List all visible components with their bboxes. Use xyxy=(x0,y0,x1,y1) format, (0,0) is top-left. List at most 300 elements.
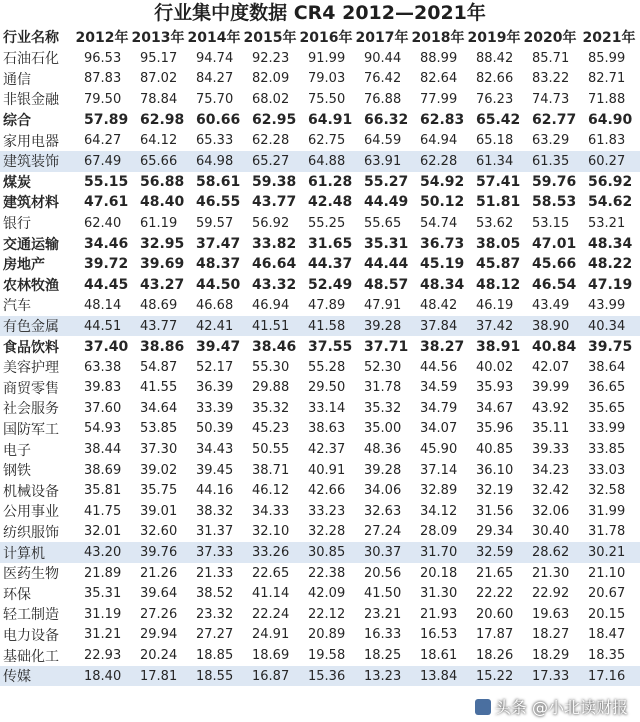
industry-name-cell: 建筑装饰 xyxy=(0,151,74,172)
value-cell: 35.81 xyxy=(84,483,122,499)
value-cell: 20.24 xyxy=(140,648,178,664)
value-cell: 60.66 xyxy=(196,112,241,129)
value-cell: 43.77 xyxy=(252,194,297,211)
value-cell: 48.34 xyxy=(588,235,633,252)
value-cell: 42.37 xyxy=(308,442,346,458)
value-cell: 58.61 xyxy=(196,173,241,190)
value-cell: 56.88 xyxy=(140,173,185,190)
industry-name-cell: 家用电器 xyxy=(3,133,59,150)
value-cell: 20.67 xyxy=(588,586,626,602)
value-cell: 64.98 xyxy=(186,151,242,172)
value-cell: 41.50 xyxy=(364,586,402,602)
value-cell: 42.66 xyxy=(308,483,346,499)
watermark-text: 头条 @小北读财报 xyxy=(494,698,628,717)
value-cell: 45.23 xyxy=(252,421,290,437)
value-cell: 41.58 xyxy=(298,316,354,337)
table-row xyxy=(0,192,640,213)
industry-name-cell: 社会服务 xyxy=(3,401,59,418)
industry-name-cell: 机械设备 xyxy=(3,483,59,500)
value-cell: 34.46 xyxy=(84,235,129,252)
table-row xyxy=(0,275,640,296)
value-cell: 88.42 xyxy=(476,50,514,66)
value-cell: 65.42 xyxy=(476,112,521,129)
value-cell: 43.49 xyxy=(532,297,570,313)
table-row xyxy=(0,460,640,481)
value-cell: 30.37 xyxy=(354,542,410,563)
value-cell: 40.91 xyxy=(308,462,346,478)
value-cell: 32.10 xyxy=(252,524,290,540)
value-cell: 84.27 xyxy=(196,71,234,87)
industry-name-cell: 基础化工 xyxy=(3,648,59,665)
value-cell: 39.99 xyxy=(532,380,570,396)
value-cell: 39.76 xyxy=(130,542,186,563)
value-cell: 33.39 xyxy=(196,400,234,416)
value-cell: 38.64 xyxy=(588,359,626,375)
value-cell: 34.23 xyxy=(532,462,570,478)
value-cell: 57.89 xyxy=(84,112,129,129)
value-cell: 39.64 xyxy=(140,586,178,602)
value-cell: 92.23 xyxy=(252,50,290,66)
watermark xyxy=(475,695,628,718)
value-cell: 62.95 xyxy=(252,112,297,129)
table-row xyxy=(0,233,640,254)
table-row xyxy=(0,522,640,543)
value-cell: 22.65 xyxy=(252,565,290,581)
value-cell: 20.89 xyxy=(308,627,346,643)
value-cell: 38.44 xyxy=(84,442,122,458)
industry-name-cell: 非银金融 xyxy=(3,92,59,109)
industry-name-cell: 建筑材料 xyxy=(3,195,59,212)
table-row xyxy=(0,48,640,69)
value-cell: 18.29 xyxy=(532,648,570,664)
value-cell: 22.38 xyxy=(308,565,346,581)
value-cell: 54.92 xyxy=(420,173,465,190)
value-cell: 37.30 xyxy=(140,442,178,458)
value-cell: 50.55 xyxy=(252,442,290,458)
table-header xyxy=(0,26,640,48)
table-row xyxy=(0,130,640,151)
value-cell: 18.85 xyxy=(196,648,234,664)
value-cell: 18.35 xyxy=(588,648,626,664)
value-cell: 20.15 xyxy=(588,606,626,622)
value-cell: 18.69 xyxy=(252,648,290,664)
value-cell: 21.26 xyxy=(140,565,178,581)
table-row xyxy=(0,625,640,646)
value-cell: 44.50 xyxy=(196,276,241,293)
value-cell: 63.29 xyxy=(532,133,570,149)
value-cell: 87.02 xyxy=(140,71,178,87)
value-cell: 39.28 xyxy=(364,462,402,478)
value-cell: 18.25 xyxy=(364,648,402,664)
value-cell: 32.60 xyxy=(140,524,178,540)
table-row xyxy=(0,645,640,666)
industry-name-cell: 食品饮料 xyxy=(3,339,59,356)
value-cell: 79.50 xyxy=(84,91,122,107)
value-cell: 91.99 xyxy=(308,50,346,66)
value-cell: 71.88 xyxy=(588,91,626,107)
value-cell: 38.69 xyxy=(84,462,122,478)
value-cell: 37.42 xyxy=(466,316,522,337)
value-cell: 51.81 xyxy=(476,194,521,211)
industry-name-cell: 石油石化 xyxy=(3,51,59,68)
value-cell: 33.26 xyxy=(242,542,298,563)
value-cell: 85.99 xyxy=(588,50,626,66)
value-cell: 39.01 xyxy=(140,503,178,519)
value-cell: 38.32 xyxy=(196,503,234,519)
value-cell: 42.09 xyxy=(308,586,346,602)
value-cell: 38.86 xyxy=(140,338,185,355)
value-cell: 32.58 xyxy=(588,483,626,499)
value-cell: 37.14 xyxy=(420,462,458,478)
value-cell: 57.41 xyxy=(476,173,521,190)
value-cell: 95.17 xyxy=(140,50,178,66)
table-row xyxy=(0,419,640,440)
value-cell: 64.27 xyxy=(84,133,122,149)
industry-name-cell: 交通运输 xyxy=(3,236,59,253)
value-cell: 48.14 xyxy=(84,297,122,313)
value-cell: 59.57 xyxy=(196,215,234,231)
value-cell: 42.48 xyxy=(308,194,353,211)
value-cell: 45.87 xyxy=(476,256,521,273)
value-cell: 48.37 xyxy=(196,256,241,273)
value-cell: 18.27 xyxy=(532,627,570,643)
value-cell: 48.42 xyxy=(420,297,458,313)
value-cell: 19.63 xyxy=(532,606,570,622)
value-cell: 36.39 xyxy=(196,380,234,396)
value-cell: 32.06 xyxy=(532,503,570,519)
value-cell: 53.15 xyxy=(532,215,570,231)
value-cell: 82.71 xyxy=(588,71,626,87)
value-cell: 48.34 xyxy=(420,276,465,293)
value-cell: 20.60 xyxy=(476,606,514,622)
industry-name-cell: 商贸零售 xyxy=(3,380,59,397)
value-cell: 22.12 xyxy=(308,606,346,622)
header-year: 2018年 xyxy=(411,30,465,46)
table-row xyxy=(0,378,640,399)
value-cell: 38.90 xyxy=(522,316,578,337)
value-cell: 53.85 xyxy=(140,421,178,437)
value-cell: 55.15 xyxy=(84,173,129,190)
value-cell: 18.26 xyxy=(476,648,514,664)
value-cell: 18.61 xyxy=(420,648,458,664)
value-cell: 21.33 xyxy=(196,565,234,581)
value-cell: 27.26 xyxy=(140,606,178,622)
industry-name-cell: 银行 xyxy=(3,216,31,233)
value-cell: 33.82 xyxy=(252,235,297,252)
table-row xyxy=(0,295,640,316)
header-year: 2017年 xyxy=(355,30,409,46)
industry-name-cell: 电子 xyxy=(3,442,31,459)
value-cell: 58.53 xyxy=(532,194,577,211)
value-cell: 44.16 xyxy=(196,483,234,499)
value-cell: 96.53 xyxy=(84,50,122,66)
value-cell: 63.91 xyxy=(354,151,410,172)
table-row xyxy=(0,316,640,337)
value-cell: 78.84 xyxy=(140,91,178,107)
value-cell: 44.44 xyxy=(364,256,409,273)
value-cell: 43.20 xyxy=(74,542,130,563)
value-cell: 22.93 xyxy=(84,648,122,664)
value-cell: 50.39 xyxy=(196,421,234,437)
industry-name-cell: 钢铁 xyxy=(3,463,31,480)
value-cell: 37.71 xyxy=(364,338,409,355)
value-cell: 63.38 xyxy=(84,359,122,375)
table-row xyxy=(0,583,640,604)
value-cell: 76.42 xyxy=(364,71,402,87)
value-cell: 55.27 xyxy=(364,173,409,190)
value-cell: 61.34 xyxy=(466,151,522,172)
value-cell: 32.63 xyxy=(364,503,402,519)
value-cell: 66.32 xyxy=(364,112,409,129)
value-cell: 34.67 xyxy=(476,400,514,416)
value-cell: 56.92 xyxy=(588,173,633,190)
value-cell: 39.02 xyxy=(140,462,178,478)
value-cell: 31.37 xyxy=(196,524,234,540)
value-cell: 47.61 xyxy=(84,194,129,211)
value-cell: 54.87 xyxy=(140,359,178,375)
cr4-table xyxy=(0,26,640,686)
value-cell: 55.28 xyxy=(308,359,346,375)
table-row xyxy=(0,89,640,110)
value-cell: 52.30 xyxy=(364,359,402,375)
value-cell: 43.27 xyxy=(140,276,185,293)
value-cell: 61.19 xyxy=(140,215,178,231)
value-cell: 54.93 xyxy=(84,421,122,437)
value-cell: 37.84 xyxy=(410,316,466,337)
value-cell: 32.19 xyxy=(476,483,514,499)
value-cell: 61.83 xyxy=(588,133,626,149)
industry-name-cell: 环保 xyxy=(3,586,31,603)
value-cell: 75.70 xyxy=(196,91,234,107)
value-cell: 48.36 xyxy=(364,442,402,458)
value-cell: 39.72 xyxy=(84,256,129,273)
value-cell: 52.17 xyxy=(196,359,234,375)
value-cell: 35.65 xyxy=(588,400,626,416)
value-cell: 59.76 xyxy=(532,173,577,190)
header-year: 2014年 xyxy=(187,30,241,46)
value-cell: 29.50 xyxy=(308,380,346,396)
value-cell: 45.19 xyxy=(420,256,465,273)
table-row xyxy=(0,542,640,563)
value-cell: 32.89 xyxy=(420,483,458,499)
value-cell: 45.90 xyxy=(420,442,458,458)
table-row xyxy=(0,604,640,625)
header-industry-name: 行业名称 xyxy=(3,30,59,46)
value-cell: 22.92 xyxy=(532,586,570,602)
value-cell: 19.58 xyxy=(308,648,346,664)
value-cell: 48.22 xyxy=(588,256,633,273)
value-cell: 41.55 xyxy=(140,380,178,396)
value-cell: 62.98 xyxy=(140,112,185,129)
value-cell: 62.83 xyxy=(420,112,465,129)
value-cell: 18.55 xyxy=(186,666,242,687)
industry-name-cell: 计算机 xyxy=(0,542,74,563)
value-cell: 39.83 xyxy=(84,380,122,396)
industry-name-cell: 有色金属 xyxy=(0,316,74,337)
table-row xyxy=(0,439,640,460)
value-cell: 34.33 xyxy=(252,503,290,519)
value-cell: 29.88 xyxy=(252,380,290,396)
value-cell: 64.91 xyxy=(308,112,353,129)
value-cell: 21.89 xyxy=(84,565,122,581)
value-cell: 40.84 xyxy=(532,338,577,355)
value-cell: 21.10 xyxy=(588,565,626,581)
value-cell: 31.65 xyxy=(308,235,353,252)
value-cell: 64.59 xyxy=(364,133,402,149)
header-year: 2012年 xyxy=(75,30,129,46)
value-cell: 34.12 xyxy=(420,503,458,519)
value-cell: 41.75 xyxy=(84,503,122,519)
value-cell: 41.14 xyxy=(252,586,290,602)
industry-name-cell: 纺织服饰 xyxy=(3,524,59,541)
value-cell: 36.65 xyxy=(588,380,626,396)
value-cell: 48.12 xyxy=(476,276,521,293)
value-cell: 39.69 xyxy=(140,256,185,273)
value-cell: 45.66 xyxy=(532,256,577,273)
value-cell: 48.69 xyxy=(140,297,178,313)
value-cell: 38.52 xyxy=(196,586,234,602)
industry-name-cell: 综合 xyxy=(3,113,31,130)
table-row xyxy=(0,563,640,584)
value-cell: 31.21 xyxy=(84,627,122,643)
value-cell: 65.18 xyxy=(476,133,514,149)
value-cell: 34.06 xyxy=(364,483,402,499)
value-cell: 30.21 xyxy=(578,542,640,563)
value-cell: 35.75 xyxy=(140,483,178,499)
value-cell: 39.33 xyxy=(532,442,570,458)
value-cell: 56.92 xyxy=(252,215,290,231)
value-cell: 31.70 xyxy=(410,542,466,563)
value-cell: 35.93 xyxy=(476,380,514,396)
value-cell: 59.38 xyxy=(252,173,297,190)
value-cell: 47.89 xyxy=(308,297,346,313)
table-row xyxy=(0,69,640,90)
value-cell: 23.32 xyxy=(196,606,234,622)
value-cell: 79.03 xyxy=(308,71,346,87)
table-row xyxy=(0,336,640,357)
value-cell: 20.56 xyxy=(364,565,402,581)
page-title: 行业集中度数据 CR4 2012—2021年 xyxy=(154,2,486,24)
value-cell: 82.66 xyxy=(476,71,514,87)
value-cell: 17.81 xyxy=(130,666,186,687)
value-cell: 65.33 xyxy=(196,133,234,149)
toutiao-logo-icon xyxy=(475,699,491,715)
value-cell: 74.73 xyxy=(532,91,570,107)
industry-name-cell: 煤炭 xyxy=(3,174,31,191)
table-row xyxy=(0,213,640,234)
value-cell: 33.99 xyxy=(588,421,626,437)
value-cell: 44.51 xyxy=(74,316,130,337)
value-cell: 32.95 xyxy=(140,235,185,252)
value-cell: 29.94 xyxy=(140,627,178,643)
value-cell: 62.75 xyxy=(308,133,346,149)
value-cell: 35.00 xyxy=(364,421,402,437)
value-cell: 47.01 xyxy=(532,235,577,252)
header-year: 2013年 xyxy=(131,30,185,46)
value-cell: 64.94 xyxy=(420,133,458,149)
value-cell: 36.73 xyxy=(420,235,465,252)
value-cell: 41.51 xyxy=(242,316,298,337)
header-year: 2021年 xyxy=(582,30,636,46)
value-cell: 32.28 xyxy=(308,524,346,540)
value-cell: 24.91 xyxy=(252,627,290,643)
value-cell: 13.84 xyxy=(410,666,466,687)
value-cell: 37.55 xyxy=(308,338,353,355)
value-cell: 17.33 xyxy=(522,666,578,687)
value-cell: 22.22 xyxy=(476,586,514,602)
value-cell: 44.45 xyxy=(84,276,129,293)
value-cell: 39.75 xyxy=(588,338,633,355)
value-cell: 62.77 xyxy=(532,112,577,129)
value-cell: 27.27 xyxy=(196,627,234,643)
value-cell: 37.33 xyxy=(186,542,242,563)
value-cell: 33.03 xyxy=(588,462,626,478)
value-cell: 46.94 xyxy=(252,297,290,313)
value-cell: 46.12 xyxy=(252,483,290,499)
value-cell: 17.16 xyxy=(578,666,640,687)
value-cell: 83.22 xyxy=(532,71,570,87)
value-cell: 44.49 xyxy=(364,194,409,211)
value-cell: 46.54 xyxy=(532,276,577,293)
value-cell: 62.28 xyxy=(252,133,290,149)
value-cell: 42.07 xyxy=(532,359,570,375)
industry-name-cell: 医药生物 xyxy=(3,566,59,583)
value-cell: 55.25 xyxy=(308,215,346,231)
value-cell: 35.32 xyxy=(252,400,290,416)
value-cell: 46.64 xyxy=(252,256,297,273)
value-cell: 33.23 xyxy=(308,503,346,519)
value-cell: 42.41 xyxy=(186,316,242,337)
value-cell: 68.02 xyxy=(252,91,290,107)
value-cell: 48.57 xyxy=(364,276,409,293)
table-row xyxy=(0,666,640,687)
value-cell: 64.90 xyxy=(588,112,633,129)
value-cell: 21.30 xyxy=(532,565,570,581)
value-cell: 75.50 xyxy=(308,91,346,107)
value-cell: 85.71 xyxy=(532,50,570,66)
industry-name-cell: 国防军工 xyxy=(3,421,59,438)
value-cell: 35.32 xyxy=(364,400,402,416)
value-cell: 77.99 xyxy=(420,91,458,107)
value-cell: 39.28 xyxy=(354,316,410,337)
value-cell: 50.12 xyxy=(420,194,465,211)
header-year: 2020年 xyxy=(523,30,577,46)
value-cell: 15.22 xyxy=(466,666,522,687)
value-cell: 23.21 xyxy=(364,606,402,622)
value-cell: 31.78 xyxy=(364,380,402,396)
value-cell: 34.64 xyxy=(140,400,178,416)
value-cell: 43.92 xyxy=(532,400,570,416)
value-cell: 94.74 xyxy=(196,50,234,66)
value-cell: 47.91 xyxy=(364,297,402,313)
value-cell: 64.88 xyxy=(298,151,354,172)
value-cell: 43.99 xyxy=(588,297,626,313)
value-cell: 38.46 xyxy=(252,338,297,355)
industry-name-cell: 汽车 xyxy=(3,298,31,315)
value-cell: 54.74 xyxy=(420,215,458,231)
value-cell: 39.45 xyxy=(196,462,234,478)
value-cell: 46.19 xyxy=(476,297,514,313)
value-cell: 37.40 xyxy=(84,338,129,355)
value-cell: 22.24 xyxy=(252,606,290,622)
value-cell: 32.01 xyxy=(84,524,122,540)
table-row xyxy=(0,110,640,131)
value-cell: 21.65 xyxy=(476,565,514,581)
value-cell: 37.47 xyxy=(196,235,241,252)
value-cell: 88.99 xyxy=(420,50,458,66)
table-row xyxy=(0,151,640,172)
value-cell: 38.91 xyxy=(476,338,521,355)
